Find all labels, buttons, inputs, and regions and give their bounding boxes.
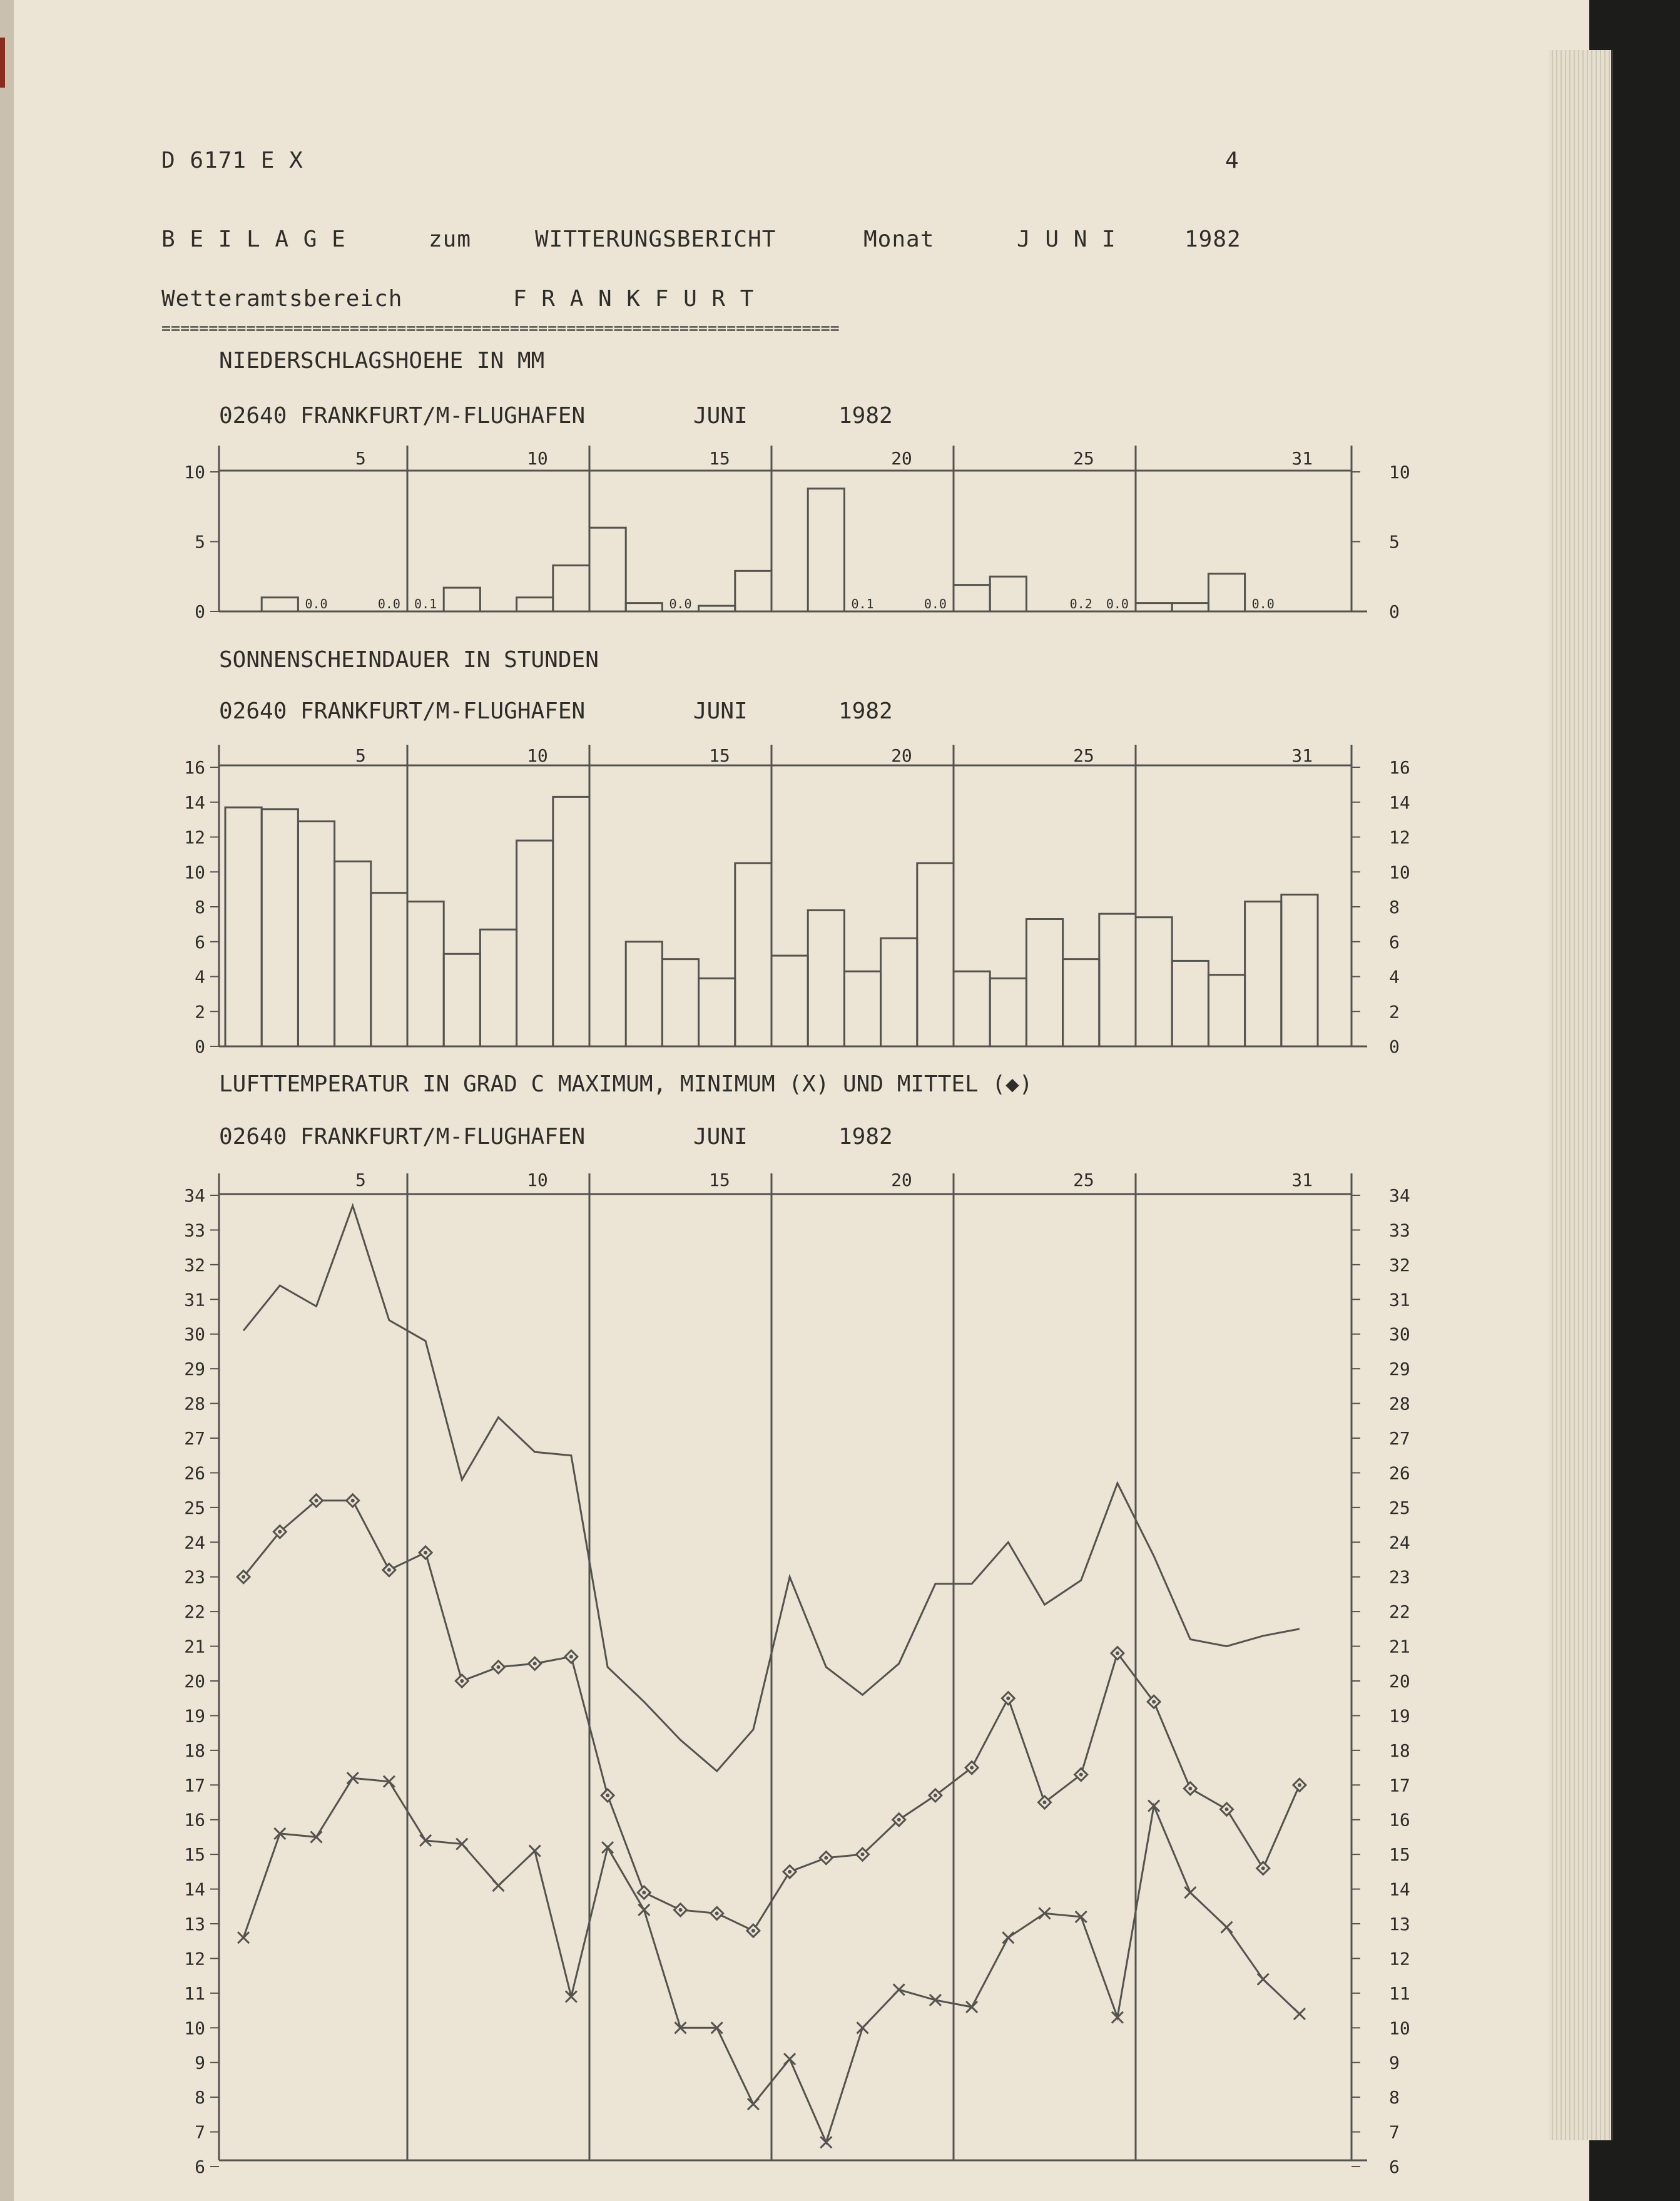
y-tick-label-left: 10 [184, 2018, 205, 2039]
precip-bar [1172, 603, 1208, 611]
beilage-label: B E I L A G E [161, 227, 346, 252]
y-tick-label-right: 22 [1389, 1601, 1410, 1623]
mean-marker-dot [751, 1929, 755, 1933]
y-tick-label-left: 31 [184, 1289, 205, 1310]
year-value: 1982 [1184, 227, 1241, 252]
precip-bar [589, 528, 626, 611]
precip-bar [262, 598, 298, 611]
precip-bar [735, 571, 771, 611]
mean-marker-dot [715, 1911, 719, 1915]
sunshine-bar [298, 821, 334, 1046]
y-tick-label-right: 14 [1389, 792, 1410, 813]
mean-marker-dot [278, 1530, 282, 1534]
y-tick-label-left: 6 [195, 2157, 205, 2177]
y-tick-label-right: 19 [1389, 1705, 1410, 1727]
y-tick-label-left: 34 [184, 1185, 205, 1206]
y-tick-label-left: 2 [195, 1001, 205, 1023]
y-tick-label-right: 17 [1389, 1775, 1410, 1796]
y-tick-label-right: 16 [1389, 757, 1410, 778]
sunshine-bar [517, 840, 553, 1046]
precip-bar [553, 565, 589, 611]
y-tick-label-left: 4 [195, 966, 205, 988]
mean-marker-dot [533, 1662, 537, 1665]
sunshine-bar [844, 971, 880, 1046]
y-tick-label-left: 0 [195, 1036, 205, 1057]
mean-marker-dot [1043, 1800, 1047, 1804]
y-tick-label-right: 10 [1389, 862, 1410, 883]
sunshine-bar [1172, 961, 1208, 1046]
y-tick-label-left: 24 [184, 1532, 205, 1553]
y-tick-label-right: 24 [1389, 1532, 1410, 1553]
x-tick-label: 20 [891, 745, 912, 766]
sunshine-bar [626, 942, 662, 1046]
precip-bar [990, 576, 1026, 611]
y-tick-label-right: 18 [1389, 1740, 1410, 1761]
y-tick-label-left: 12 [184, 827, 205, 848]
sunshine-bar [1245, 902, 1281, 1046]
sunshine-bar [954, 971, 990, 1046]
mean-marker-dot [242, 1575, 245, 1579]
y-tick-label-left: 19 [184, 1705, 205, 1727]
mean-marker-dot [1079, 1773, 1083, 1777]
chart-year: 1982 [838, 403, 893, 429]
min-marker-x [1221, 1922, 1233, 1933]
min-marker-x [529, 1846, 541, 1857]
chart-title: NIEDERSCHLAGSHOEHE IN MM [219, 348, 545, 374]
x-tick-label: 20 [891, 448, 912, 469]
mean-marker-dot [1152, 1700, 1156, 1703]
mean-marker-dot [861, 1852, 865, 1856]
y-tick-label-right: 6 [1389, 2157, 1400, 2177]
mean-marker-dot [1298, 1783, 1301, 1787]
y-tick-label-left: 9 [195, 2052, 205, 2073]
mean-marker-dot [460, 1679, 464, 1683]
x-tick-label: 10 [527, 1170, 548, 1190]
x-tick-label: 31 [1291, 1170, 1313, 1190]
chart-title: LUFTTEMPERATUR IN GRAD C MAXIMUM, MINIMUM (X) UND MITTEL (◆) [219, 1071, 1033, 1097]
sunshine-bar [262, 809, 298, 1046]
y-tick-label-right: 0 [1389, 1036, 1400, 1057]
y-tick-label-right: 23 [1389, 1566, 1410, 1588]
y-tick-label-left: 33 [184, 1220, 205, 1241]
y-tick-label-right: 31 [1389, 1289, 1410, 1310]
y-tick-label-right: 8 [1389, 2087, 1400, 2108]
min-marker-x [784, 2053, 795, 2065]
y-tick-label-left: 14 [184, 1879, 205, 1900]
y-tick-label-right: 2 [1389, 1001, 1400, 1023]
y-tick-label-right: 9 [1389, 2052, 1400, 2073]
y-tick-label-right: 12 [1389, 827, 1410, 848]
y-tick-label-left: 22 [184, 1601, 205, 1623]
mean-marker-dot [569, 1655, 573, 1658]
x-tick-label: 15 [709, 1170, 730, 1190]
y-tick-label-left: 25 [184, 1497, 205, 1518]
x-tick-label: 20 [891, 1170, 912, 1190]
y-tick-label-right: 20 [1389, 1671, 1410, 1692]
sunshine-bar [444, 954, 480, 1046]
y-tick-label-right: 10 [1389, 462, 1410, 483]
mean-marker-dot [351, 1499, 355, 1503]
mean-marker-dot [934, 1794, 937, 1797]
sunshine-bar [1099, 914, 1136, 1046]
chart-month: JUNI [693, 698, 748, 724]
y-tick-label-right: 26 [1389, 1463, 1410, 1484]
y-tick-label-right: 4 [1389, 966, 1400, 988]
y-tick-label-left: 11 [184, 1983, 205, 2004]
sunshine-bar [1136, 917, 1172, 1046]
mean-marker-dot [1261, 1866, 1265, 1870]
y-tick-label-right: 28 [1389, 1393, 1410, 1414]
x-tick-label: 5 [355, 745, 366, 766]
sunshine-bar [371, 893, 407, 1046]
precip-bar [626, 603, 662, 611]
mean-marker-dot [970, 1766, 974, 1770]
y-tick-label-right: 0 [1389, 601, 1400, 622]
y-tick-label-right: 10 [1389, 2018, 1410, 2039]
min-marker-x [1184, 1887, 1196, 1898]
y-tick-label-right: 33 [1389, 1220, 1410, 1241]
y-tick-label-right: 30 [1389, 1324, 1410, 1345]
y-tick-label-left: 5 [195, 531, 205, 553]
y-tick-label-right: 15 [1389, 1844, 1410, 1866]
doc-id: D 6171 E X [161, 148, 303, 173]
y-tick-label-left: 0 [195, 601, 205, 622]
sunshine-bar [1063, 959, 1099, 1046]
x-tick-label: 10 [527, 745, 548, 766]
sunshine-bar [1208, 975, 1245, 1046]
min-marker-x [1002, 1932, 1014, 1943]
chart-title: SONNENSCHEINDAUER IN STUNDEN [219, 647, 599, 673]
page-number: 4 [1225, 148, 1240, 173]
sunshine-bar [881, 938, 917, 1046]
y-tick-label-left: 29 [184, 1359, 205, 1380]
min-marker-x [1258, 1974, 1269, 1985]
y-tick-label-left: 32 [184, 1254, 205, 1275]
y-tick-label-left: 28 [184, 1393, 205, 1414]
y-tick-label-left: 30 [184, 1324, 205, 1345]
y-tick-label-left: 23 [184, 1566, 205, 1588]
x-tick-label: 25 [1073, 1170, 1094, 1190]
y-tick-label-right: 27 [1389, 1428, 1410, 1449]
mean-marker-dot [424, 1551, 427, 1555]
zum-label: zum [429, 227, 472, 252]
mean-marker-dot [897, 1818, 901, 1822]
x-tick-label: 5 [355, 1170, 366, 1190]
min-marker-x [493, 1880, 504, 1891]
y-tick-label-left: 20 [184, 1671, 205, 1692]
y-tick-label-left: 21 [184, 1636, 205, 1657]
month-value: J U N I [1017, 227, 1116, 252]
chart-month: JUNI [693, 1124, 748, 1150]
y-tick-label-right: 13 [1389, 1914, 1410, 1934]
y-tick-label-left: 12 [184, 1948, 205, 1969]
sunshine-bar [335, 862, 371, 1046]
y-tick-label-right: 5 [1389, 531, 1400, 553]
y-tick-label-right: 11 [1389, 1983, 1410, 2004]
mean-marker-dot [679, 1908, 683, 1912]
y-tick-label-right: 25 [1389, 1497, 1410, 1518]
y-tick-label-right: 14 [1389, 1879, 1410, 1900]
y-tick-label-left: 14 [184, 792, 205, 813]
sunshine-bar [662, 959, 698, 1046]
y-tick-label-right: 29 [1389, 1359, 1410, 1380]
min-marker-x [638, 1904, 649, 1916]
y-tick-label-left: 13 [184, 1914, 205, 1934]
sunshine-bar [917, 863, 954, 1046]
report-name: WITTERUNGSBERICHT [535, 227, 776, 252]
mean-marker-dot [497, 1665, 501, 1669]
mean-marker-dot [824, 1856, 828, 1860]
sunshine-bar [407, 902, 444, 1046]
x-tick-label: 10 [527, 448, 548, 469]
sunshine-bar [808, 911, 844, 1046]
y-tick-label-right: 7 [1389, 2122, 1400, 2143]
sunshine-bar [480, 929, 516, 1046]
y-tick-label-left: 6 [195, 931, 205, 952]
mean-marker-dot [1006, 1697, 1010, 1700]
precip-bar [444, 588, 480, 611]
sunshine-bar [771, 956, 808, 1046]
region-label: Wetteramtsbereich [161, 286, 403, 312]
double-rule: ======================================================================== [161, 319, 840, 337]
precip-value-label: 0.0 [924, 596, 947, 611]
mean-marker-dot [788, 1870, 792, 1874]
mean-marker-dot [315, 1499, 318, 1503]
y-tick-label-left: 16 [184, 1809, 205, 1831]
x-tick-label: 15 [709, 448, 730, 469]
chart-year: 1982 [838, 698, 893, 724]
region-value: F R A N K F U R T [513, 286, 755, 312]
precip-value-label: 0.0 [1251, 596, 1275, 611]
x-tick-label: 25 [1073, 745, 1094, 766]
min-marker-x [893, 1984, 905, 1995]
min-marker-x [238, 1932, 249, 1943]
min-marker-x [857, 2022, 868, 2033]
min-marker-x [820, 2137, 832, 2148]
y-tick-label-left: 8 [195, 2087, 205, 2108]
precip-value-label: 0.1 [851, 596, 874, 611]
precip-bar [517, 598, 553, 611]
sunshine-bar [990, 978, 1026, 1046]
y-tick-label-left: 10 [184, 862, 205, 883]
mean-marker-dot [1188, 1787, 1192, 1790]
precip-value-label: 0.0 [1106, 596, 1129, 611]
x-tick-label: 15 [709, 745, 730, 766]
mean-marker-dot [642, 1891, 646, 1894]
precip-bar [954, 585, 990, 611]
precip-value-label: 0.0 [377, 596, 400, 611]
chart-station: 02640 FRANKFURT/M-FLUGHAFEN [219, 698, 586, 724]
y-tick-label-left: 16 [184, 757, 205, 778]
y-tick-label-right: 12 [1389, 1948, 1410, 1969]
precip-bar [1136, 603, 1172, 611]
min-marker-x [1294, 2008, 1305, 2020]
y-tick-label-right: 34 [1389, 1185, 1410, 1206]
y-tick-label-left: 7 [195, 2122, 205, 2143]
min-marker-x [748, 2098, 759, 2110]
mean-marker-dot [387, 1568, 391, 1572]
y-tick-label-left: 8 [195, 897, 205, 917]
y-tick-label-left: 15 [184, 1844, 205, 1866]
y-tick-label-right: 32 [1389, 1254, 1410, 1275]
y-tick-label-right: 16 [1389, 1809, 1410, 1831]
month-label: Monat [863, 227, 935, 252]
precip-value-label: 0.2 [1069, 596, 1092, 611]
chart-station: 02640 FRANKFURT/M-FLUGHAFEN [219, 403, 586, 429]
mean-marker-dot [1116, 1652, 1119, 1655]
sunshine-bar [225, 807, 262, 1046]
sunshine-bar [735, 863, 771, 1046]
sunshine-bar [553, 797, 589, 1046]
chart-station: 02640 FRANKFURT/M-FLUGHAFEN [219, 1124, 586, 1150]
x-tick-label: 31 [1291, 745, 1313, 766]
y-tick-label-left: 17 [184, 1775, 205, 1796]
y-tick-label-right: 8 [1389, 897, 1400, 917]
mean-marker-dot [606, 1794, 609, 1797]
sunshine-bar [1281, 894, 1318, 1046]
chart-month: JUNI [693, 403, 748, 429]
precip-bar [699, 606, 735, 611]
sunshine-bar [1026, 919, 1062, 1046]
chart-year: 1982 [838, 1124, 893, 1150]
x-tick-label: 25 [1073, 448, 1094, 469]
precip-value-label: 0.0 [305, 596, 328, 611]
precip-value-label: 0.0 [669, 596, 692, 611]
y-tick-label-right: 21 [1389, 1636, 1410, 1657]
precip-bar [1208, 574, 1245, 611]
mean-marker-dot [1225, 1807, 1229, 1811]
sunshine-bar [699, 978, 735, 1046]
x-tick-label: 31 [1291, 448, 1313, 469]
x-tick-label: 5 [355, 448, 366, 469]
y-tick-label-left: 26 [184, 1463, 205, 1484]
y-tick-label-left: 18 [184, 1740, 205, 1761]
precip-value-label: 0.1 [414, 596, 437, 611]
y-tick-label-left: 10 [184, 462, 205, 483]
y-tick-label-right: 6 [1389, 931, 1400, 952]
precip-bar [808, 489, 844, 611]
y-tick-label-left: 27 [184, 1428, 205, 1449]
